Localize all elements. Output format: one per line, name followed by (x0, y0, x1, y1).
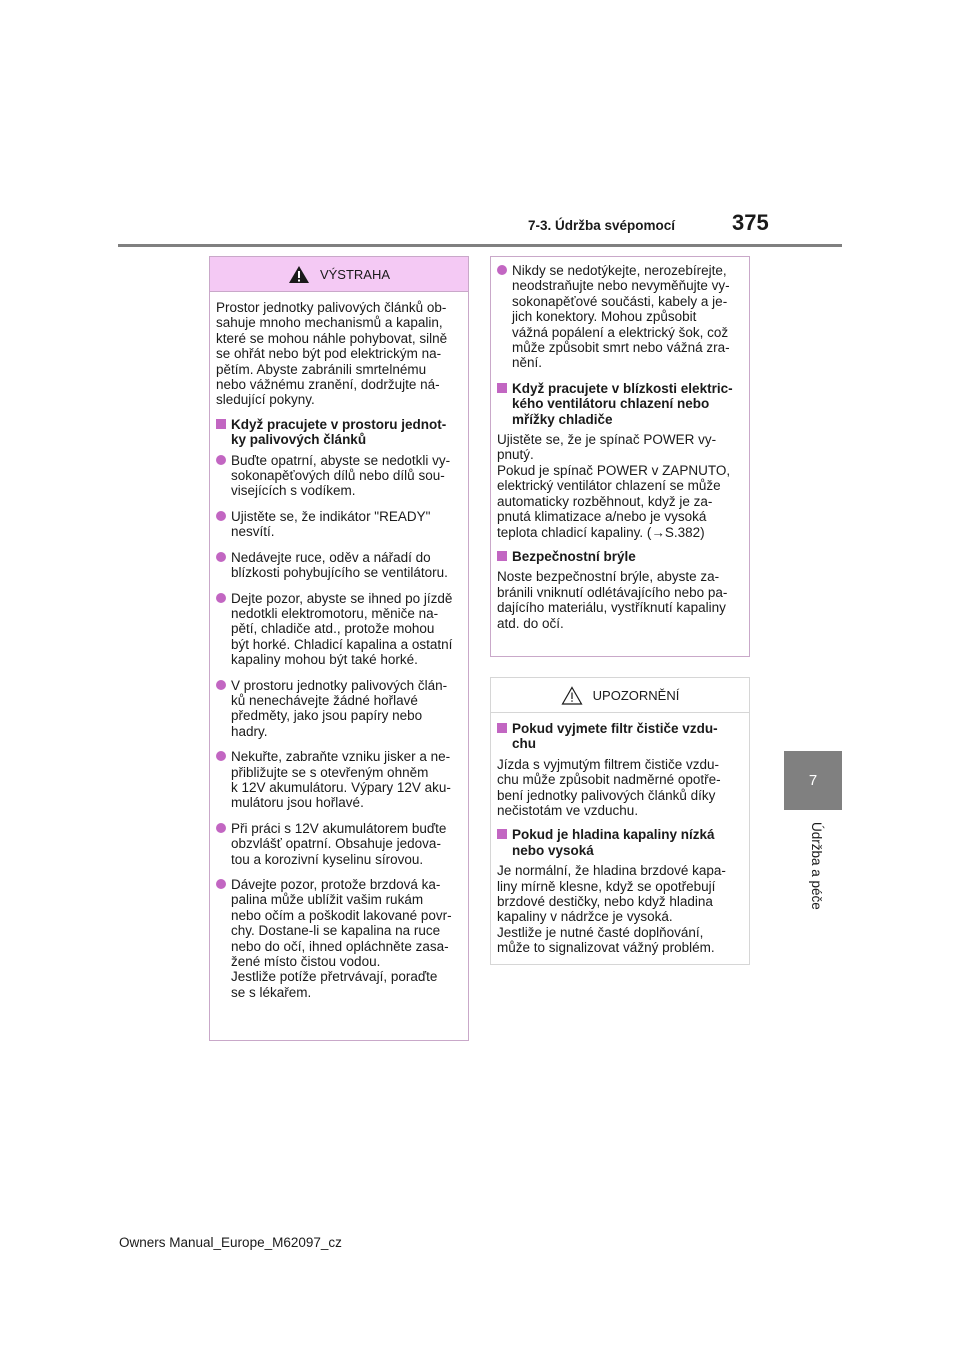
circle-bullet-icon (216, 680, 226, 690)
bullet-item: V prostoru jednotky palivových člán- ků nenechávejte žádné hořlavé předměty, jako jsou papíry nebo hadry. (216, 678, 462, 740)
caution-triangle-icon (561, 686, 583, 705)
warning-title: VÝSTRAHA (319, 266, 391, 282)
paragraph: Je normální, že hladina brzdové kapa- liny mírně klesne, když se opotřebují brzdové destičky, nebo když hladina kapaliny v nádržce je vysoká. Jestliže je nutné časté doplňování, může to signalizovat vážný problém. (497, 863, 726, 956)
paragraph: Ujistěte se, že je spínač POWER vy- pnutý. Pokud je spínač POWER v ZAPNUTO, elektrický ventilátor chlazení se může automaticky rozběhnout, když je za- pnutá klimatizace a/nebo je vysoká teplota chladicí kapaliny. (→S.382) (497, 432, 731, 540)
notice-title: UPOZORNĚNÍ (592, 687, 680, 703)
circle-bullet-icon (216, 593, 226, 603)
circle-bullet-icon (216, 751, 226, 761)
circle-bullet-icon (216, 455, 226, 465)
square-bullet-icon (216, 419, 226, 429)
notice-body (491, 713, 749, 956)
chapter-tab: 7 (784, 751, 842, 810)
circle-bullet-icon (216, 552, 226, 562)
warning-intro: Prostor jednotky palivových článků ob- sahuje mnoho mechanismů a kapalin, které se mohou náhle pohybovat, silně se ohřát nebo být pod elektrickým na- pětím. Abyste zabránili smrtelnému nebo vážnému zranění, dodržujte ná- sledující pokyny. (216, 300, 448, 408)
square-bullet-icon (497, 551, 507, 561)
section-heading: Bezpečnostní brýle (497, 549, 743, 564)
warning-continuation-box (490, 256, 750, 657)
bullet-item: Ujistěte se, že indikátor "READY" nesvítí. (216, 509, 462, 540)
paragraph: Noste bezpečnostní brýle, abyste za- bránili vniknutí odlétávajícího nebo pa- dajícího materiálu, vystříknutí kapaliny atd. do očí. (497, 569, 728, 631)
warning-box (209, 256, 469, 1041)
notice-header (491, 678, 749, 713)
circle-bullet-icon (216, 823, 226, 833)
notice-box (490, 677, 750, 965)
warning-triangle-icon (288, 265, 310, 284)
section-heading: Pokud vyjmete filtr čističe vzdu- chu (497, 721, 743, 752)
chapter-title: Údržba a péče (809, 822, 824, 910)
header-rule (118, 244, 842, 247)
bullet-item: Nekuřte, zabraňte vzniku jisker a ne- přibližujte se s otevřeným ohněm k 12V akumulátoru. Výpary 12V aku- mulátoru jsou hořlavé. (216, 749, 462, 811)
bullet-item: Dejte pozor, abyste se ihned po jízdě nedotkli elektromotoru, měniče na- pětí, chladiče atd., protože mohou být horké. Chladicí kapalina a ostatní kapaliny mohou být také horké. (216, 591, 462, 668)
square-bullet-icon (497, 829, 507, 839)
section-heading: Pokud je hladina kapaliny nízká nebo vysoká (497, 827, 743, 858)
section-title: 7-3. Údržba svépomocí (528, 218, 676, 233)
bullet-item: Nikdy se nedotýkejte, nerozebírejte, neodstraňujte nebo nevyměňujte vy- sokonapěťové součásti, kabely a je- jich konektory. Mohou způsobit vážná popálení a elektrický šok, což může způsobit smrt nebo vážná zra- nění. (497, 263, 743, 371)
circle-bullet-icon (497, 265, 507, 275)
warning-header (210, 257, 468, 292)
square-bullet-icon (497, 383, 507, 393)
bullet-item: Při práci s 12V akumulátorem buďte obzvlášť opatrní. Obsahuje jedova- tou a korozivní kyselinu sírovou. (216, 821, 462, 867)
warning-body (210, 292, 468, 1000)
circle-bullet-icon (216, 511, 226, 521)
bullet-item: Nedávejte ruce, oděv a nářadí do blízkosti pohybujícího se ventilátoru. (216, 550, 462, 581)
bullet-item: Dávejte pozor, protože brzdová ka- palina může ublížit vašim rukám nebo očím a poškodit lakované povr- chy. Dostane-li se kapalina na ruce nebo do očí, ihned opláchněte zasa- žené místo čistou vodou. Jestliže potíže přetrvávají, poraďte se s lékařem. (216, 877, 462, 1000)
paragraph: Jízda s vyjmutým filtrem čističe vzdu- chu může způsobit nadměrné opotře- bení jednotky palivových článků díky nečistotám ve vzduchu. (497, 756, 721, 819)
warning-continuation-body (491, 257, 749, 631)
page-number: 375 (732, 210, 769, 235)
section-heading: Když pracujete v blízkosti elektric- kého ventilátoru chlazení nebo mřížky chladiče (497, 381, 743, 427)
square-bullet-icon (497, 723, 507, 733)
footer-text: Owners Manual_Europe_M62097_cz (119, 1235, 342, 1250)
section-heading: Když pracujete v prostoru jednot- ky palivových článků (216, 417, 462, 448)
circle-bullet-icon (216, 879, 226, 889)
bullet-item: Buďte opatrní, abyste se nedotkli vy- sokonapěťových dílů nebo dílů sou- visejících s vodíkem. (216, 453, 462, 499)
